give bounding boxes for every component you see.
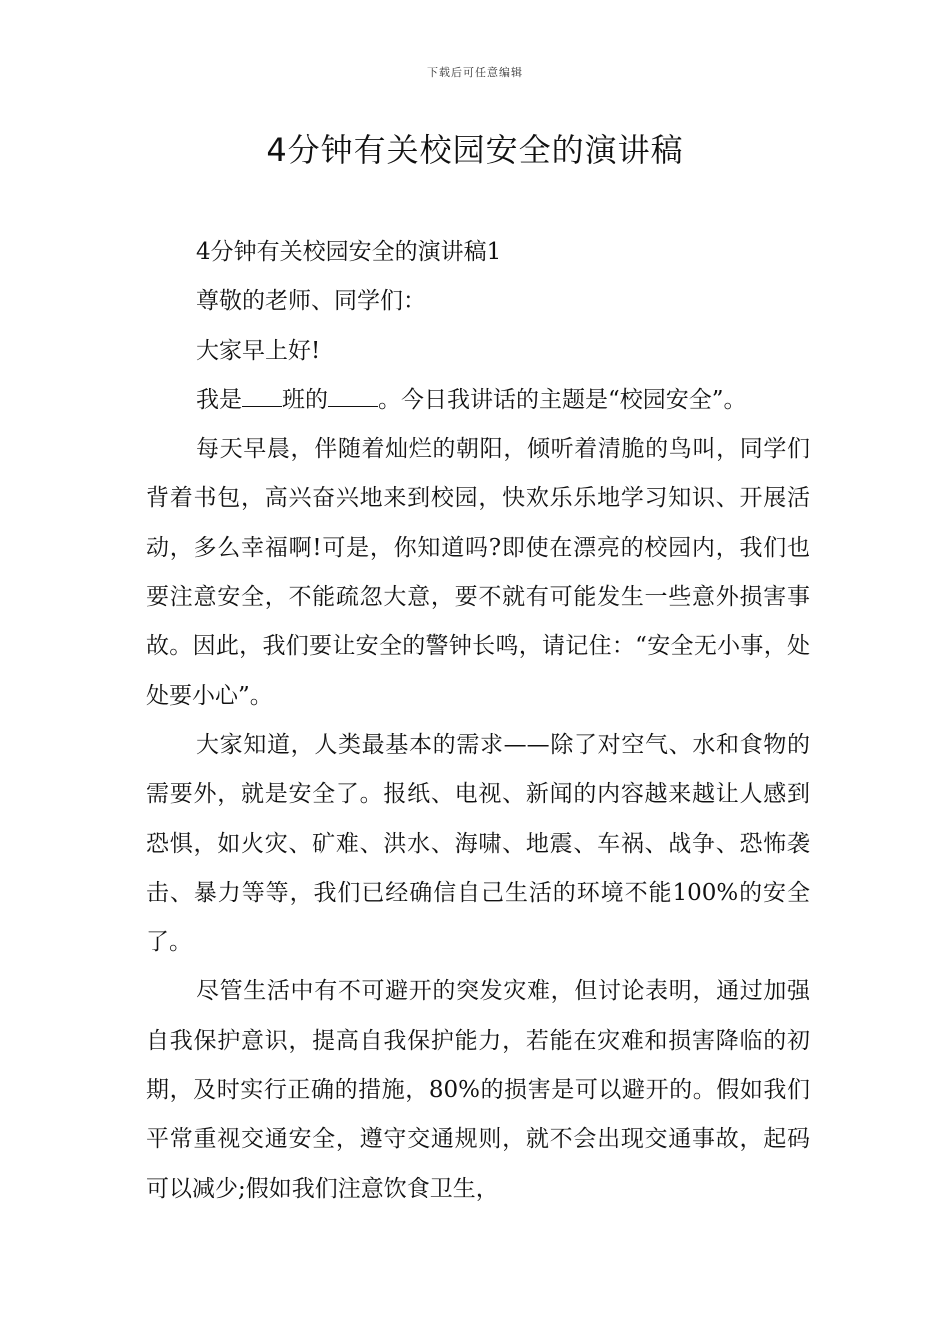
intro-text-3: 。今日我讲话的主题是“校园安全”。 bbox=[378, 386, 747, 413]
intro-text-1: 我是 bbox=[196, 386, 242, 413]
name-blank bbox=[328, 386, 378, 407]
body-paragraph: 每天早晨，伴随着灿烂的朝阳，倾听着清脆的鸟叫，同学们背着书包，高兴奋兴地来到校园，快欢乐乐地学习知识、开展活动，多么幸福啊!可是，你知道吗?即使在漂亮的校园内，我们也要注意安全，不能疏忽大意，要不就有可能发生一些意外损害事故。因此，我们要让安全的警钟长鸣，请记住：“安全无小事，处处要小心”。 bbox=[146, 436, 810, 709]
body-paragraph: 大家知道，人类最基本的需求——除了对空气、水和食物的需要外，就是安全了。报纸、电视、新闻的内容越来越让人感到恐惧，如火灾、矿难、洪水、海啸、地震、车祸、战争、恐怖袭击、暴力等等，我们已经确信自己生活的环境不能100%的安全了。 bbox=[146, 731, 810, 956]
document-title: 4分钟有关校园安全的演讲稿 bbox=[266, 131, 684, 169]
document-subtitle: 4分钟有关校园安全的演讲稿1 bbox=[196, 239, 502, 265]
document-body bbox=[146, 228, 810, 1214]
header-note: 下载后可任意编辑 bbox=[427, 66, 523, 79]
salutation: 尊敬的老师、同学们： bbox=[196, 288, 426, 315]
intro-paragraph bbox=[146, 376, 810, 425]
greeting: 大家早上好! bbox=[196, 337, 321, 364]
class-blank bbox=[242, 386, 282, 407]
intro-text-2: 班的 bbox=[282, 386, 328, 413]
body-paragraph: 尽管生活中有不可避开的突发灾难，但讨论表明，通过加强自我保护意识，提高自我保护能力，若能在灾难和损害降临的初期，及时实行正确的措施，80%的损害是可以避开的。假如我们平常重视交通安全，遵守交通规则，就不会出现交通事故，起码可以减少;假如我们注意饮食卫生， bbox=[146, 978, 810, 1202]
